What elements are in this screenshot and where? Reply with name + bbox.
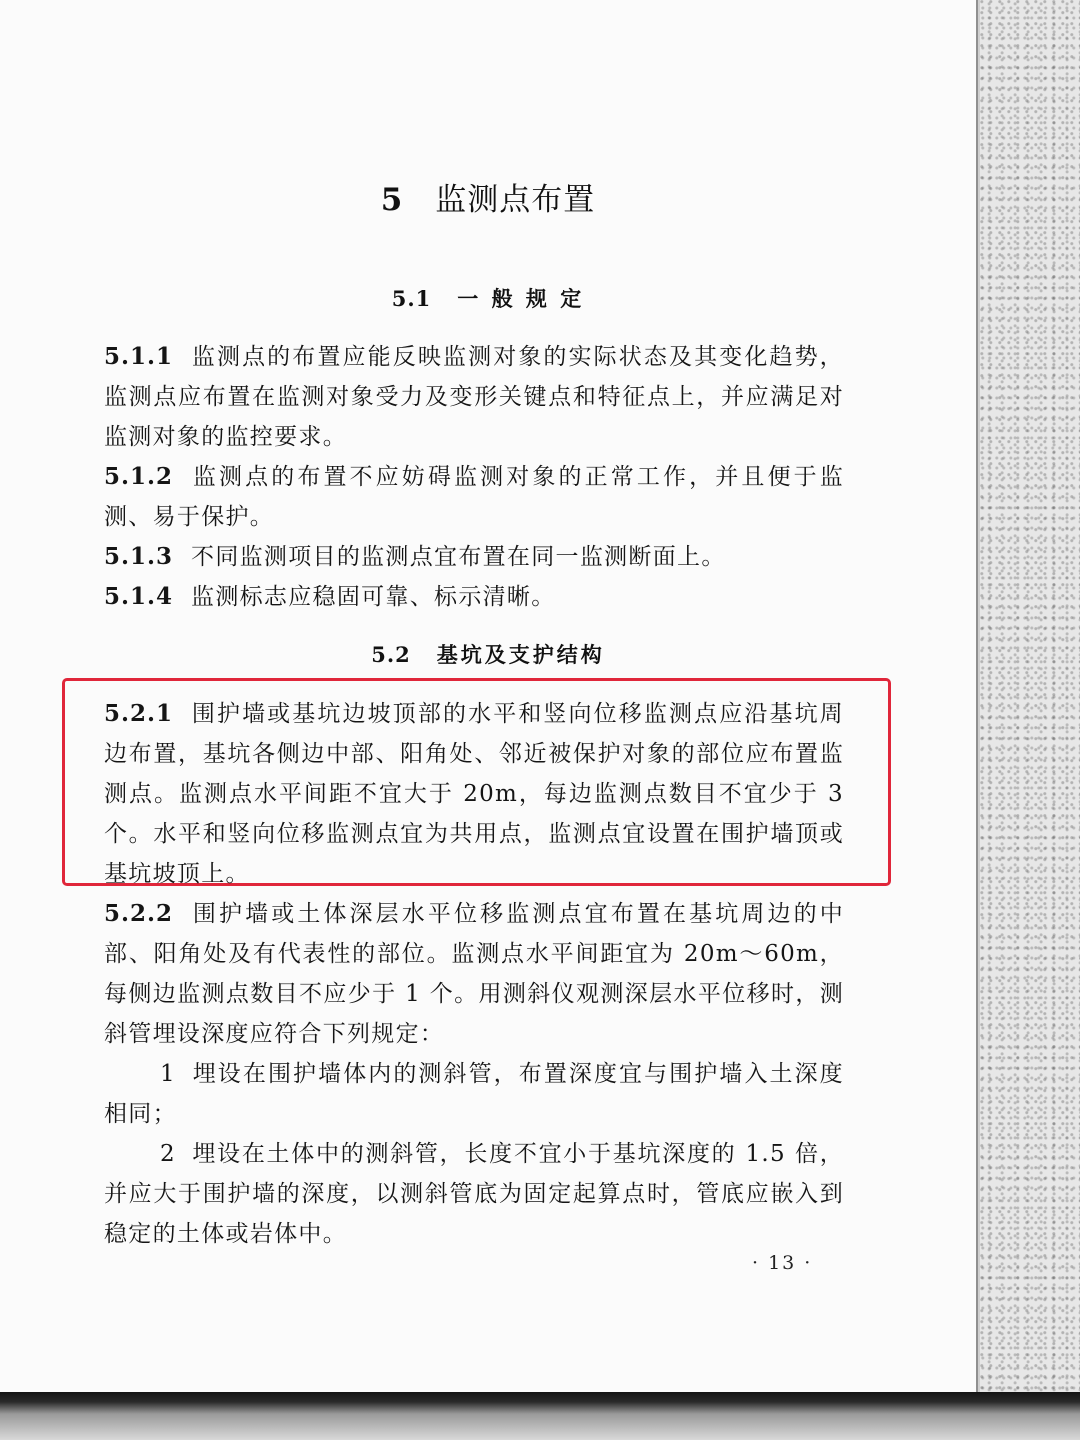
clause-text: 监测点的布置不应妨碍监测对象的正常工作，并且便于监测、易于保护。 xyxy=(104,464,844,530)
clause-5-2-1 xyxy=(104,694,844,894)
chapter-title-text: 监测点布置 xyxy=(435,182,596,218)
item-text: 埋设在土体中的测斜管，长度不宜小于基坑深度的 1.5 倍，并应大于围护墙的深度，以测斜管底为固定起算点时，管底应嵌入到稳定的土体或岩体中。 xyxy=(104,1141,844,1247)
clause-number: 5.1.2 xyxy=(104,463,174,490)
clause-text: 监测标志应稳固可靠、标示清晰。 xyxy=(191,584,556,610)
clause-5-1-1 xyxy=(104,337,844,457)
section-5-2-body xyxy=(104,694,844,1254)
clause-text: 监测点的布置应能反映监测对象的实际状态及其变化趋势，监测点应布置在监测对象受力及变形关键点和特征点上，并应满足对监测对象的监控要求。 xyxy=(104,344,844,450)
section-title: 一 般 规 定 xyxy=(457,286,585,311)
section-number: 5.2 xyxy=(371,642,411,667)
clause-text: 围护墙或基坑边坡顶部的水平和竖向位移监测点应沿基坑周边布置，基坑各侧边中部、阳角处、邻近被保护对象的部位应布置监测点。监测点水平间距不宜大于 20m，每边监测点数目不宜少于 3 个。水平和竖向位移监测点宜为共用点，监测点宜设置在围护墙顶或基坑坡顶上。 xyxy=(104,701,844,887)
clause-number: 5.2.1 xyxy=(104,700,174,727)
clause-text: 围护墙或土体深层水平位移监测点宜布置在基坑周边的中部、阳角处及有代表性的部位。监测点水平间距宜为 20m～60m，每侧边监测点数目不应少于 1 个。用测斜仪观测深层水平位移时，测斜管埋设深度应符合下列规定： xyxy=(104,901,844,1047)
section-5-2-heading xyxy=(0,639,976,669)
clause-number: 5.1.4 xyxy=(104,583,174,610)
clause-number: 5.1.3 xyxy=(104,543,174,570)
clause-5-1-3 xyxy=(104,537,844,577)
scan-bottom-edge xyxy=(0,1392,1080,1440)
clause-5-1-2 xyxy=(104,457,844,537)
clause-5-2-2 xyxy=(104,894,844,1054)
clause-text: 不同监测项目的监测点宜布置在同一监测断面上。 xyxy=(191,544,726,570)
section-number: 5.1 xyxy=(391,286,432,311)
chapter-title xyxy=(0,174,976,219)
section-5-1-heading xyxy=(0,283,976,313)
chapter-number: 5 xyxy=(380,182,404,218)
item-number: 1 xyxy=(160,1061,176,1087)
list-item-1 xyxy=(104,1054,844,1134)
clause-5-1-4 xyxy=(104,577,844,617)
item-number: 2 xyxy=(160,1141,176,1167)
scan-margin xyxy=(980,0,1080,1392)
section-title: 基坑及支护结构 xyxy=(436,642,605,667)
section-5-1-body xyxy=(104,337,844,617)
list-item-2 xyxy=(104,1134,844,1254)
item-text: 埋设在围护墙体内的测斜管，布置深度宜与围护墙入土深度相同； xyxy=(104,1061,844,1127)
clause-number: 5.1.1 xyxy=(104,343,174,370)
clause-number: 5.2.2 xyxy=(104,900,174,927)
page-number: · 13 · xyxy=(752,1252,813,1274)
